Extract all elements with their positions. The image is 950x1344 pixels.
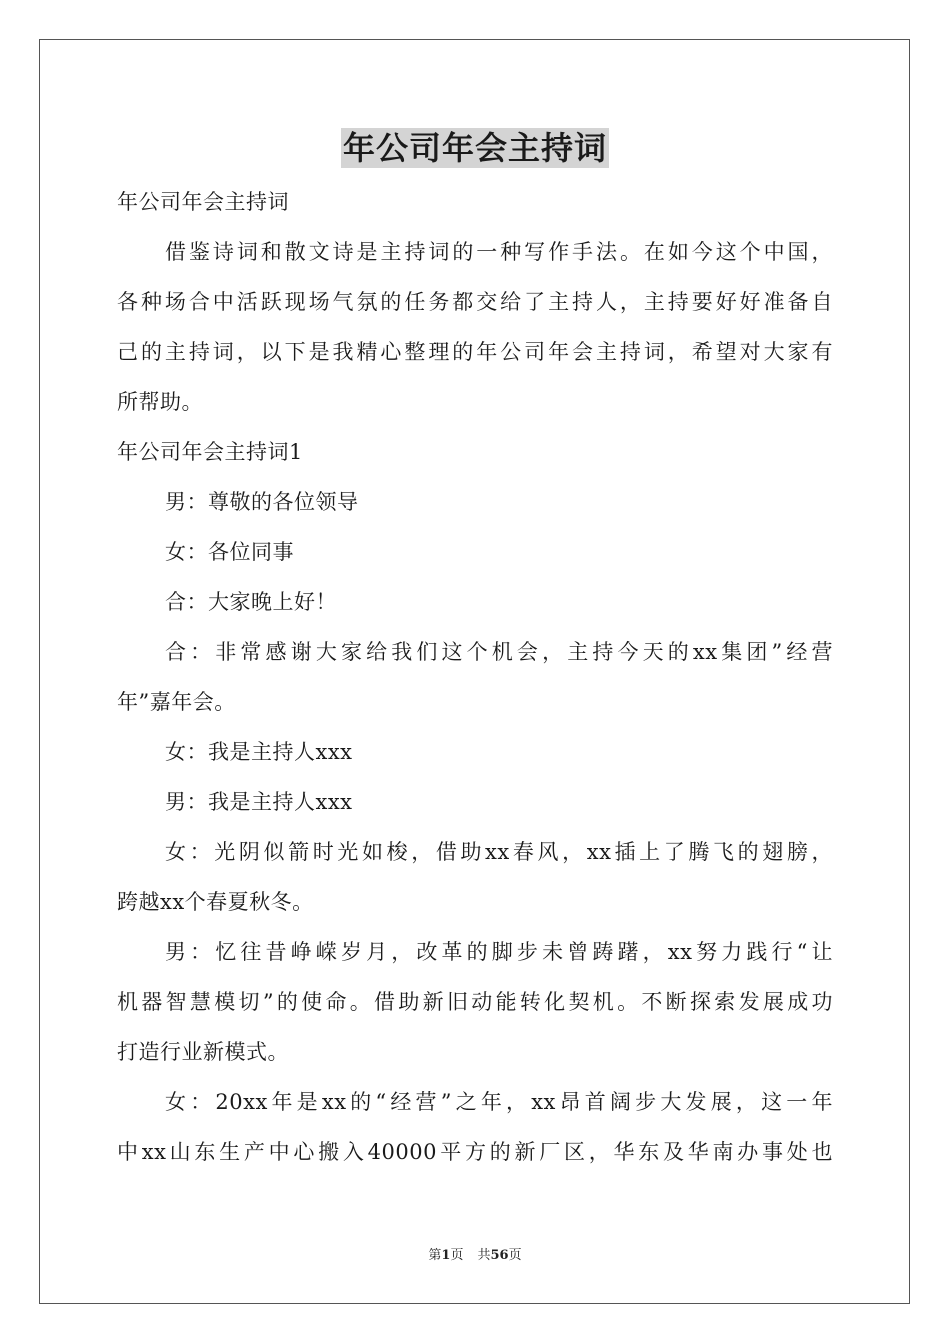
paragraph-line: 女：光阴似箭时光如梭，借助xx春风，xx插上了腾飞的翅膀， [165,840,833,864]
paragraph-line: 男：尊敬的各位领导 [165,490,359,514]
paragraph-line: 机器智慧模切”的使命。借助新旧动能转化契机。不断探索发展成功 [117,990,833,1014]
paragraph-line: 男：忆往昔峥嵘岁月，改革的脚步未曾踌躇，xx努力践行“让 [165,940,833,964]
paragraph-line: 合：大家晚上好！ [165,590,337,614]
document-body [117,177,833,1177]
paragraph-line: 女：各位同事 [165,540,294,564]
paragraph-line: 男：我是主持人xxx [165,790,353,814]
footer-page-number: 1 [441,1248,451,1263]
paragraph-line: 跨越xx个春夏秋冬。 [117,890,314,914]
title-container [0,128,950,168]
footer-page-suffix: 页 [450,1248,464,1263]
paragraph-line: 各种场合中活跃现场气氛的任务都交给了主持人，主持要好好准备自 [117,290,833,314]
document-title: 年公司年会主持词 [342,129,607,167]
paragraph-line: 年”嘉年会。 [117,690,236,714]
page-footer [0,1246,950,1266]
paragraph-line: 合：非常感谢大家给我们这个机会，主持今天的xx集团”经营 [165,640,833,664]
paragraph-line: 女：20xx年是xx的“经营”之年，xx昂首阔步大发展，这一年 [165,1090,833,1114]
paragraph-line: 己的主持词，以下是我精心整理的年公司年会主持词，希望对大家有 [117,340,833,364]
paragraph-line: 女：我是主持人xxx [165,740,353,764]
footer-total-suffix: 页 [508,1248,522,1263]
paragraph-line: 年公司年会主持词 [117,190,289,214]
paragraph-line: 所帮助。 [117,390,203,414]
footer-total-prefix: 共 [477,1248,491,1263]
footer-total-pages: 56 [490,1248,509,1263]
paragraph-line: 年公司年会主持词1 [117,440,303,464]
footer-page-prefix: 第 [428,1248,442,1263]
paragraph-line: 中xx山东生产中心搬入40000平方的新厂区，华东及华南办事处也 [117,1140,833,1164]
paragraph-line: 借鉴诗词和散文诗是主持词的一种写作手法。在如今这个中国， [165,240,833,264]
paragraph-line: 打造行业新模式。 [117,1040,289,1064]
